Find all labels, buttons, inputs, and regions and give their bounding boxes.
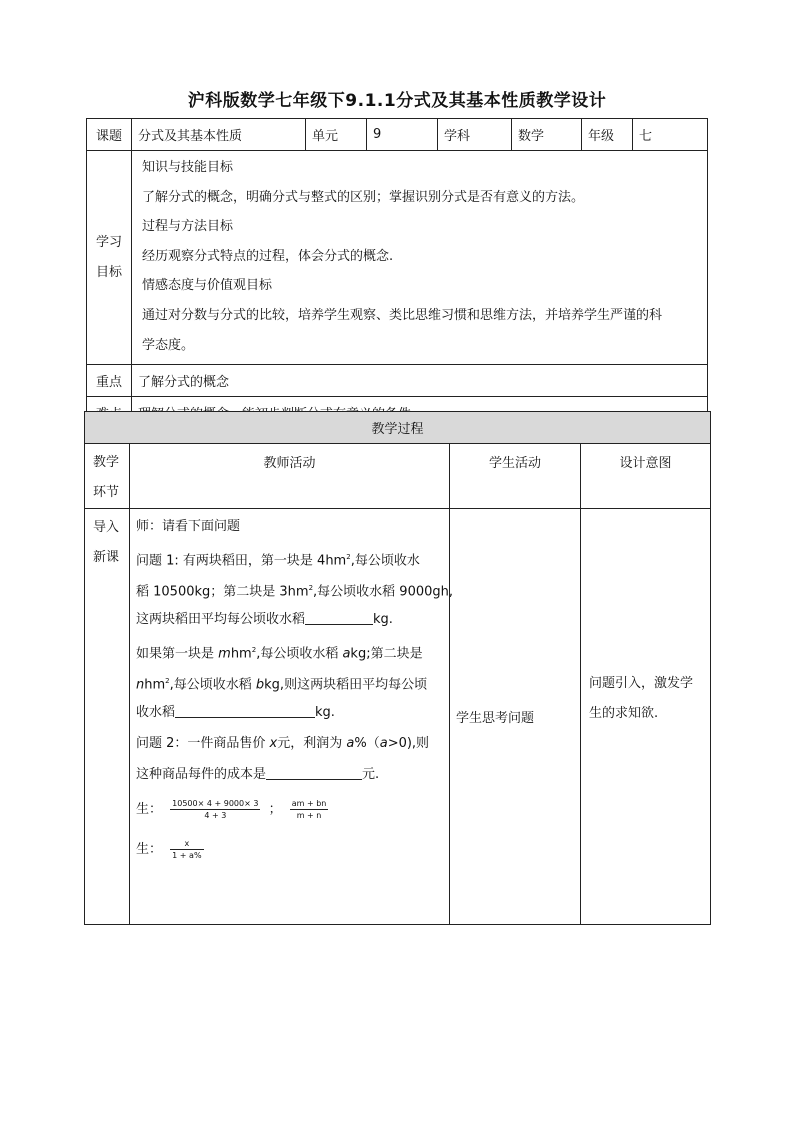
unit-value: 9 — [367, 119, 438, 151]
answer-blank-3 — [266, 764, 362, 780]
teacher-line-9: 这种商品每件的成本是 元. — [136, 759, 445, 790]
fraction-general-average: $\frac{am + bn}{m + n}$ — [291, 799, 327, 820]
design-intent — [581, 509, 711, 925]
teacher-line-4: 这两块稻田平均每公顷收水稻 kg. — [136, 604, 445, 635]
process-header-row — [85, 444, 711, 509]
subject-value: 数学 — [512, 119, 582, 151]
objective-text-attitude: 通过对分数与分式的比较，培养学生观察、类比思维习惯和思维方法，并培养学生严谨的科 — [142, 307, 663, 323]
answer-blank-1 — [305, 609, 373, 625]
stage-header — [85, 444, 130, 509]
grade-label: 年级 — [582, 119, 633, 151]
teacher-line-6: nhm$^2$,每公顷收水稻 bkg,则这两块稻田平均每公顷 — [136, 677, 428, 693]
subject-label: 学科 — [438, 119, 512, 151]
stage-cell — [85, 509, 130, 925]
intent-header: 设计意图 — [581, 444, 711, 509]
info-row — [87, 119, 708, 151]
stage-line1: 导入 — [93, 520, 120, 535]
key-point-value: 了解分式的概念 — [132, 365, 708, 397]
fraction-average-yield: $\frac{10500\times 4 + 9000\times 3}{4 + 3}$ — [172, 799, 259, 820]
objectives-content — [132, 151, 708, 365]
answer-blank-2 — [175, 702, 315, 718]
key-point-row — [87, 365, 708, 397]
lesson-info-table — [86, 118, 708, 428]
document-title: 沪科版数学七年级下9.1.1分式及其基本性质教学设计 — [187, 91, 607, 111]
teacher-line-3: 稻 10500kg；第二块是 $3hm^2$,每公顷收水稻 9000gh, — [136, 584, 454, 600]
teacher-header: 教师活动 — [130, 444, 450, 509]
design-intent-line2: 生的求知欲. — [589, 705, 659, 721]
topic-label: 课题 — [87, 119, 132, 151]
topic-value: 分式及其基本性质 — [132, 119, 306, 151]
student-header: 学生活动 — [450, 444, 581, 509]
student-activity: 学生思考问题 — [450, 509, 581, 925]
objective-text-knowledge: 了解分式的概念，明确分式与整式的区别；掌握识别分式是否有意义的方法。 — [142, 189, 585, 205]
student-answer-1: 生： $\frac{10500\times 4 + 9000\times 3}{4 + 3}$ ； $\frac{am + bn}{m + n}$ — [136, 799, 327, 820]
teaching-process-table — [84, 411, 711, 925]
unit-label: 单元 — [306, 119, 367, 151]
stage-header-line1: 教学 — [93, 455, 120, 470]
objective-heading-process: 过程与方法目标 — [142, 219, 234, 235]
process-title-row — [85, 412, 711, 444]
objective-text-process: 经历观察分式特点的过程，体会分式的概念. — [142, 248, 394, 264]
teacher-line-8: 问题 2：一件商品售价 x元，利润为 a%（a>0),则 — [136, 736, 430, 751]
objectives-label-line2: 目标 — [95, 264, 122, 280]
student-answer-2: 生： $\frac{x}{1 + a\%}$ — [136, 839, 202, 860]
objective-heading-knowledge: 知识与技能目标 — [142, 160, 234, 175]
teacher-activity — [130, 509, 454, 925]
stage-header-line2: 环节 — [93, 485, 120, 500]
objectives-row — [87, 151, 708, 365]
objective-heading-attitude: 情感态度与价值观目标 — [142, 278, 273, 294]
objectives-label-line1: 学习 — [95, 234, 122, 250]
teacher-line-7: 收水稻 kg. — [136, 697, 445, 728]
teacher-line-5: 如果第一块是 mhm$^2$,每公顷收水稻 akg;第二块是 — [136, 646, 423, 662]
key-point-label: 重点 — [87, 365, 132, 397]
grade-value: 七 — [633, 119, 708, 151]
process-title: 教学过程 — [85, 412, 711, 444]
teacher-line-2: 问题 1: 有两块稻田，第一块是 $4hm^2$,每公顷收水 — [136, 553, 420, 569]
stage-line2: 新课 — [93, 550, 120, 565]
objectives-label — [87, 151, 132, 365]
teacher-line-1: 师：请看下面问题 — [136, 519, 241, 534]
fraction-cost: $\frac{x}{1 + a\%}$ — [172, 839, 202, 860]
objective-text-attitude-cont: 学态度。 — [142, 337, 195, 353]
design-intent-line1: 问题引入，激发学 — [589, 675, 694, 691]
process-row-intro — [85, 509, 711, 925]
